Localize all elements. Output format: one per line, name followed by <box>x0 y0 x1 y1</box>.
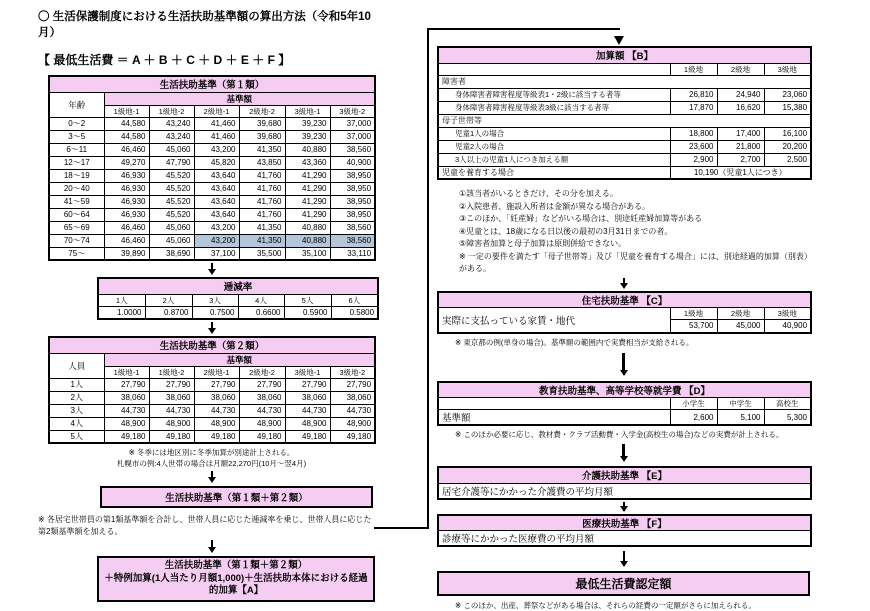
formula-label: 【 最低生活費 ＝ A ＋ B ＋ C ＋ D ＋ E ＋ F 】 <box>38 53 291 67</box>
table-cell: 2級地-2 <box>239 366 285 378</box>
table-cell: 35,100 <box>285 247 330 260</box>
table-cell: 53,700 <box>670 320 717 333</box>
table-cell: 1級地-1 <box>104 366 149 378</box>
table-cell: 49,270 <box>104 156 149 169</box>
table-cell: 38,560 <box>330 221 375 234</box>
table-cell: 0.8700 <box>145 306 192 319</box>
education-aid-table-D <box>437 381 812 427</box>
table-cell: 41,290 <box>285 195 330 208</box>
table-cell: 2,700 <box>717 153 764 166</box>
table-cell: 27,790 <box>149 378 194 391</box>
care-aid-table-E <box>437 466 812 500</box>
table-cell: 1人 <box>98 294 145 306</box>
table-cell: 46,930 <box>104 169 149 182</box>
table-cell: 小学生 <box>670 398 717 410</box>
table-cell: 41,350 <box>239 221 285 234</box>
table-row <box>49 130 375 143</box>
table-cell: 人員 <box>49 353 104 378</box>
education-aid-note: ※ このほか必要に応じ、教材費・クラブ活動費・入学金(高校生の場合)などの実費が計上される。 <box>455 430 784 439</box>
table-cell: 41,460 <box>194 130 239 143</box>
table-row <box>438 114 811 127</box>
table-row <box>438 88 811 101</box>
down-arrow-icon <box>437 502 810 512</box>
table-cell: 児童1人の場合 <box>438 127 670 140</box>
table-cell: 38,560 <box>330 234 375 247</box>
table-cell: 44,730 <box>194 404 239 417</box>
table-row <box>438 63 811 75</box>
medical-aid-table-F <box>437 514 812 548</box>
table-cell: 2級地-1 <box>194 366 239 378</box>
table-cell: 27,790 <box>330 378 375 391</box>
table-row <box>49 417 375 430</box>
table-cell: 39,680 <box>239 130 285 143</box>
table-cell: 26,810 <box>670 88 717 101</box>
table-cell: 46,930 <box>104 182 149 195</box>
table-cell: 60～64 <box>49 208 104 221</box>
table-row <box>49 169 375 182</box>
table-cell: 16,620 <box>717 101 764 114</box>
table-row <box>438 531 811 547</box>
table-cell: 46,930 <box>104 195 149 208</box>
table-cell: 44,580 <box>104 130 149 143</box>
table-cell: 44,730 <box>149 404 194 417</box>
table-cell: 児童2人の場合 <box>438 140 670 153</box>
table-cell: 37,000 <box>330 130 375 143</box>
table-cell: 3級地 <box>764 63 811 75</box>
table-row <box>438 483 811 499</box>
table-cell: 3級地-1 <box>285 366 330 378</box>
table-cell: 1級地-2 <box>149 105 194 117</box>
note-line: ③このほか、「妊産婦」などがいる場合は、別途妊産婦加算等がある <box>459 214 703 223</box>
table-cell: 48,900 <box>104 417 149 430</box>
table-cell: 児童を養育する場合 <box>438 166 670 179</box>
housing-aid-table-C <box>437 291 812 334</box>
table-cell: 45,520 <box>149 169 194 182</box>
table-cell: 障害者 <box>438 75 811 88</box>
table-row <box>49 221 375 234</box>
table-cell: 診療等にかかった医療費の平均月額 <box>438 531 811 547</box>
table-cell: 65～69 <box>49 221 104 234</box>
table-cell: 48,900 <box>285 417 330 430</box>
table-row <box>49 208 375 221</box>
table-cell: 23,600 <box>670 140 717 153</box>
table-row <box>49 195 375 208</box>
table-row <box>49 430 375 443</box>
table-cell: 41,760 <box>239 208 285 221</box>
table-cell: 39,890 <box>104 247 149 260</box>
table-cell: 49,180 <box>149 430 194 443</box>
table-cell: 5,100 <box>717 410 764 426</box>
table-cell: 2人 <box>49 391 104 404</box>
note-line: ⑤障害者加算と母子加算は原則併給できない。 <box>459 239 627 248</box>
table-cell: 49,180 <box>239 430 285 443</box>
table-cell: 45,000 <box>717 320 764 333</box>
table-cell: 10,190（児童1人につき） <box>670 166 811 179</box>
table-row <box>49 92 375 105</box>
table-row <box>98 306 378 319</box>
table-cell: 49,180 <box>330 430 375 443</box>
table-cell: 43,640 <box>194 195 239 208</box>
connector-arrow-icon <box>614 36 624 45</box>
table-cell: 49,180 <box>104 430 149 443</box>
table-cell: 38,950 <box>330 195 375 208</box>
connector-line <box>374 527 429 529</box>
table-cell: 46,460 <box>104 143 149 156</box>
table-cell: 35,500 <box>239 247 285 260</box>
final-note: ※ このほか、出産、葬祭などがある場合は、それらの経費の一定額がさらに加えられる。 <box>455 601 756 610</box>
table-cell: 年齢 <box>49 92 104 117</box>
table-cell: 1人 <box>49 378 104 391</box>
table-cell: 48,900 <box>239 417 285 430</box>
table-row <box>438 398 811 410</box>
table-title-cell: 逓減率 <box>98 278 378 294</box>
table-row <box>438 515 811 531</box>
minimum-living-cost-box: 最低生活費認定額 <box>437 571 810 596</box>
table-title-cell: 教育扶助基準、高等学校等就学費 【D】 <box>438 382 811 398</box>
table-cell: 41,290 <box>285 208 330 221</box>
table-cell: 40,900 <box>330 156 375 169</box>
table-cell: 27,790 <box>104 378 149 391</box>
table-row <box>49 247 375 260</box>
table-cell: 23,060 <box>764 88 811 101</box>
table-cell: 3級地-2 <box>330 105 375 117</box>
page-title: 〇 生活保護制度における生活扶助基準額の算出方法（令和5年10月） <box>38 11 371 39</box>
table-cell: 43,240 <box>149 117 194 130</box>
table-cell: 41,350 <box>239 143 285 156</box>
table-cell: 38,060 <box>149 391 194 404</box>
table-cell: 0.7500 <box>192 306 238 319</box>
table-cell: 38,060 <box>239 391 285 404</box>
class1-plus-2-note: ※ 各居宅世帯員の第1類基準額を合計し、世帯人員に応じた逓減率を乗じ、世帯人員に応じた第2類基準額を加える。 <box>38 515 372 536</box>
table-cell: 41,350 <box>239 234 285 247</box>
table-cell: 1級地 <box>670 308 717 320</box>
table-cell: 45,820 <box>194 156 239 169</box>
table-cell: 1.0000 <box>98 306 145 319</box>
table-cell: 41～59 <box>49 195 104 208</box>
table-cell: 基準額 <box>438 410 670 426</box>
table-cell: 39,230 <box>285 130 330 143</box>
table-cell: 45,060 <box>149 221 194 234</box>
table-cell: 0～2 <box>49 117 104 130</box>
note-line: 札幌市の例:4人世帯の場合は月額22,270円(10月～翌4月) <box>116 459 307 468</box>
down-arrow-icon <box>437 278 810 289</box>
table-cell: 44,580 <box>104 117 149 130</box>
class1-table <box>48 75 376 261</box>
class1-plus-2-box: 生活扶助基準（第１類＋第２類） <box>100 486 373 508</box>
table-cell: 38,060 <box>330 391 375 404</box>
table-cell: 38,690 <box>149 247 194 260</box>
table-cell: 44,730 <box>104 404 149 417</box>
table-cell: 高校生 <box>764 398 811 410</box>
table-cell: 39,680 <box>239 117 285 130</box>
table-cell: 43,200 <box>194 234 239 247</box>
table-cell: 5人 <box>49 430 104 443</box>
table-cell: 16,100 <box>764 127 811 140</box>
table-cell: 45,520 <box>149 208 194 221</box>
table-cell: 18,800 <box>670 127 717 140</box>
table-cell: 44,730 <box>330 404 375 417</box>
down-arrow-icon <box>48 540 375 553</box>
class2-notes <box>48 447 375 469</box>
table-cell: 12～17 <box>49 156 104 169</box>
table-cell: 45,520 <box>149 182 194 195</box>
table-row <box>98 294 378 306</box>
table-cell: 38,950 <box>330 182 375 195</box>
table-title-cell: 生活扶助基準（第１類） <box>49 76 375 92</box>
table-cell: 45,520 <box>149 195 194 208</box>
down-arrow-icon <box>437 353 810 376</box>
table-cell: 27,790 <box>239 378 285 391</box>
table-cell: 15,380 <box>764 101 811 114</box>
table-cell: 20～40 <box>49 182 104 195</box>
table-cell: 48,900 <box>149 417 194 430</box>
table-cell: 基準額 <box>104 353 375 366</box>
down-arrow-icon <box>437 551 810 567</box>
table-cell: 2,500 <box>764 153 811 166</box>
table-cell: 49,180 <box>285 430 330 443</box>
table-row <box>98 278 378 294</box>
table-title-cell: 加算額 【B】 <box>438 47 811 63</box>
table-row <box>438 101 811 114</box>
addition-amount-table-B <box>437 46 812 180</box>
table-cell: 17,870 <box>670 101 717 114</box>
table-cell: 41,290 <box>285 182 330 195</box>
note-line: ※ 冬季には地区別に冬季加算が別途計上される。 <box>128 448 295 457</box>
table-cell: 46,460 <box>104 221 149 234</box>
table-cell: 38,060 <box>104 391 149 404</box>
table-cell: 43,640 <box>194 169 239 182</box>
table-row <box>49 353 375 366</box>
table-cell: 3級地 <box>764 308 811 320</box>
table-row <box>49 391 375 404</box>
table-cell: 中学生 <box>717 398 764 410</box>
table-cell: 21,800 <box>717 140 764 153</box>
table-cell: 41,760 <box>239 195 285 208</box>
table-cell: 2級地-1 <box>194 105 239 117</box>
table-cell: 43,360 <box>285 156 330 169</box>
table-cell <box>438 398 670 410</box>
table-cell: 45,060 <box>149 234 194 247</box>
table-cell: 3～5 <box>49 130 104 143</box>
table-cell: 2人 <box>145 294 192 306</box>
table-cell: 38,950 <box>330 169 375 182</box>
table-cell: 70～74 <box>49 234 104 247</box>
table-cell: 38,060 <box>194 391 239 404</box>
table-row <box>438 75 811 88</box>
table-row <box>49 378 375 391</box>
table-cell: 3人 <box>49 404 104 417</box>
table-row <box>438 308 811 320</box>
table-cell: 38,950 <box>330 208 375 221</box>
table-cell: 46,930 <box>104 208 149 221</box>
table-row <box>438 382 811 398</box>
box-a-line2: ＋特例加算(1人当たり月額1,000)＋生活扶助本体における経過的加算【A】 <box>104 572 368 596</box>
table-cell: 45,060 <box>149 143 194 156</box>
table-cell: 居宅介護等にかかった介護費の平均月額 <box>438 483 811 499</box>
down-arrow-icon <box>48 263 375 275</box>
table-cell: 5人 <box>284 294 331 306</box>
table-cell: 38,060 <box>285 391 330 404</box>
table-cell: 37,100 <box>194 247 239 260</box>
table-cell: 49,180 <box>194 430 239 443</box>
table-cell: 44,730 <box>239 404 285 417</box>
table-cell: 40,880 <box>285 143 330 156</box>
table-row <box>49 234 375 247</box>
table-title-cell: 医療扶助基準 【F】 <box>438 515 811 531</box>
table-row <box>438 410 811 426</box>
table-row <box>438 292 811 308</box>
table-cell: 3人以上の児童1人につき加える額 <box>438 153 670 166</box>
table-cell: 17,400 <box>717 127 764 140</box>
table-cell: 43,200 <box>194 143 239 156</box>
table-cell: 43,640 <box>194 182 239 195</box>
table-cell: 1級地-1 <box>104 105 149 117</box>
table-title-cell: 介護扶助基準 【E】 <box>438 467 811 483</box>
table-cell: 2級地 <box>717 308 764 320</box>
table-cell: 1級地-2 <box>149 366 194 378</box>
note-line: ※ 一定の要件を満たす「母子世帯等」及び「児童を養育する場合」には、別途経過的加算（別表）がある。 <box>459 251 808 273</box>
connector-line <box>427 28 429 529</box>
table-cell: 37,000 <box>330 117 375 130</box>
table-row <box>49 404 375 417</box>
note-line: ①該当者がいるときだけ、その分を加える。 <box>459 189 618 198</box>
table-title-cell: 住宅扶助基準 【C】 <box>438 292 811 308</box>
table-row <box>438 127 811 140</box>
table-cell: 18～19 <box>49 169 104 182</box>
table-row <box>49 182 375 195</box>
table-cell: 6～11 <box>49 143 104 156</box>
table-cell: 43,200 <box>194 221 239 234</box>
table-cell: 38,560 <box>330 143 375 156</box>
right-column <box>437 46 810 611</box>
table-row <box>438 166 811 179</box>
table-cell: 2,900 <box>670 153 717 166</box>
table-title-cell: 生活扶助基準（第２類） <box>49 337 375 353</box>
table-cell: 3級地-1 <box>285 105 330 117</box>
table-cell: 41,760 <box>239 182 285 195</box>
housing-aid-note: ※ 東京都の例(単身の場合)。基準額の範囲内で実費相当が支給される。 <box>455 337 694 347</box>
table-cell: 5,300 <box>764 410 811 426</box>
note-line: ②入院患者、施設入所者は金額が異なる場合がある。 <box>459 201 651 211</box>
down-arrow-icon <box>48 322 375 334</box>
box-a-line1: 生活扶助基準（第１類＋第２類） <box>164 560 308 571</box>
table-cell: 43,850 <box>239 156 285 169</box>
table-row <box>49 156 375 169</box>
table-cell: 2級地-2 <box>239 105 285 117</box>
teigen-rate-table <box>97 277 379 320</box>
table-cell: 3人 <box>192 294 238 306</box>
living-aid-total-box-A <box>97 556 375 602</box>
class2-table <box>48 336 376 444</box>
table-cell <box>438 63 670 75</box>
table-cell: 0.5800 <box>331 306 378 319</box>
table-cell: 75～ <box>49 247 104 260</box>
table-cell: 40,880 <box>285 221 330 234</box>
table-cell: 4人 <box>49 417 104 430</box>
table-cell: 2級地 <box>717 63 764 75</box>
table-cell: 身体障害者障害程度等級表3級に該当する者等 <box>438 101 670 114</box>
table-cell: 1級地 <box>670 63 717 75</box>
table-cell: 46,460 <box>104 234 149 247</box>
table-row <box>49 76 375 92</box>
down-arrow-icon <box>48 471 375 483</box>
table-row <box>438 467 811 483</box>
table-cell: 6人 <box>331 294 378 306</box>
table-cell: 0.5900 <box>284 306 331 319</box>
table-cell: 43,240 <box>149 130 194 143</box>
table-row <box>49 337 375 353</box>
table-cell: 44,730 <box>285 404 330 417</box>
table-cell: 3級地-2 <box>330 366 375 378</box>
table-cell: 実際に支払っている家賃・地代 <box>438 308 670 333</box>
table-row <box>49 143 375 156</box>
table-cell: 4人 <box>238 294 284 306</box>
table-cell: 20,200 <box>764 140 811 153</box>
table-cell: 0.6600 <box>238 306 284 319</box>
table-cell: 47,790 <box>149 156 194 169</box>
table-cell: 40,900 <box>764 320 811 333</box>
table-cell: 41,290 <box>285 169 330 182</box>
addition-notes <box>459 188 810 276</box>
table-row <box>438 153 811 166</box>
table-cell: 27,790 <box>285 378 330 391</box>
table-cell: 33,110 <box>330 247 375 260</box>
table-cell: 40,880 <box>285 234 330 247</box>
table-cell: 身体障害者障害程度等級表1・2級に該当する者等 <box>438 88 670 101</box>
table-row <box>438 140 811 153</box>
table-cell: 39,230 <box>285 117 330 130</box>
table-cell: 27,790 <box>194 378 239 391</box>
table-cell: 48,900 <box>330 417 375 430</box>
table-cell: 24,940 <box>717 88 764 101</box>
note-line: ④児童とは、18歳になる日以後の最初の3月31日までの者。 <box>459 226 673 236</box>
left-column <box>38 6 383 602</box>
table-row <box>438 47 811 63</box>
table-cell: 43,640 <box>194 208 239 221</box>
table-cell: 41,460 <box>194 117 239 130</box>
table-cell: 基準額 <box>104 92 375 105</box>
table-cell: 41,760 <box>239 169 285 182</box>
table-row <box>49 117 375 130</box>
table-cell: 48,900 <box>194 417 239 430</box>
table-cell: 2,600 <box>670 410 717 426</box>
connector-line <box>427 28 620 30</box>
table-cell: 母子世帯等 <box>438 114 811 127</box>
down-arrow-icon <box>437 444 810 462</box>
